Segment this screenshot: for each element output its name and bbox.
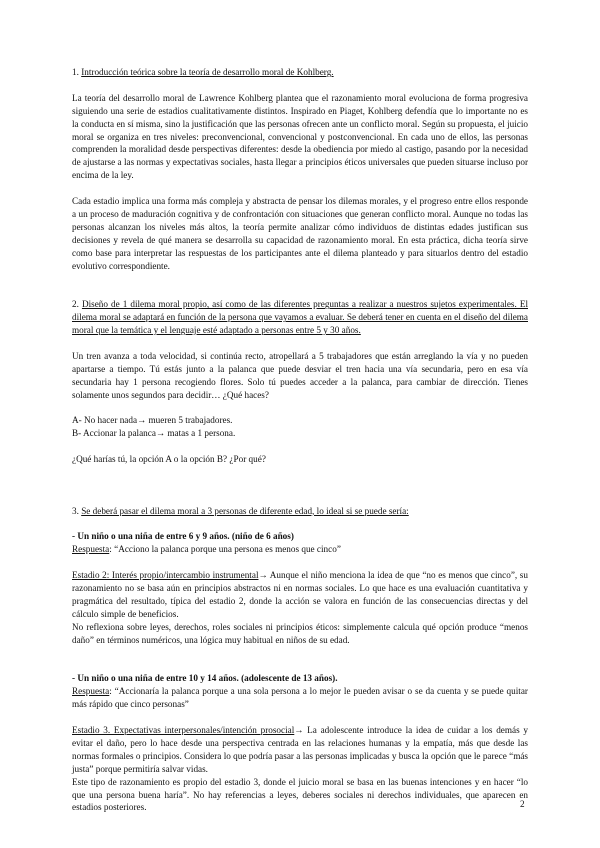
- child-answer: [72, 543, 528, 556]
- option-a: A- No hacer nada→ mueren 5 trabajadores.: [72, 415, 233, 426]
- teen-answer: [72, 685, 528, 711]
- child-subject-title: - Un niño o una niña de entre 6 y 9 años. (niño de 6 años): [72, 531, 294, 542]
- teen-stage-extra: Este tipo de razonamiento es propio del estadio 3, donde el juicio moral se basa en las buenas intenciones y en hacer “lo que una persona buena haría”. No hay referencias a leyes, deberes sociales ni derechos individuales, que aparecen en estadios posteriores.: [72, 776, 528, 813]
- teen-answer-text: : “Accionaría la palanca porque a una sola persona a lo mejor le pueden avisar o se da cuenta y se puede quitar más rápido que cinco personas”: [72, 686, 528, 710]
- child-answer-label: Respuesta: [72, 544, 110, 555]
- section2-heading: [72, 298, 528, 337]
- teen-subject-title: - Un niño o una niña de entre 10 y 14 años. (adolescente de 13 años).: [72, 673, 338, 684]
- page-number: 2: [520, 799, 525, 809]
- section3-heading: [72, 505, 528, 518]
- section1-paragraph-2: Cada estadio implica una forma más compleja y abstracta de pensar los dilemas morales, y el progreso entre ellos responde a un proceso de maduración cognitiva y de confrontación con situaciones que generan conflicto moral. Aunque no todas las personas alcanzan los niveles más altos, la teoría permite analizar cómo individuos de distintas edades justifican sus decisiones y revela de qué manera se desarrolla su capacidad de razonamiento moral. En esta práctica, dicha teoría sirve como base para interpretar las respuestas de los participantes ante el dilema planteado y para situarlos dentro del estadio evolutivo correspondiente.: [72, 196, 528, 271]
- section1-title: Introducción teórica sobre la teoría de desarrollo moral de Kohlberg.: [81, 67, 334, 77]
- section1-heading: [72, 66, 528, 79]
- child-stage-text: → Aunque el niño menciona la idea de que “no es menos que cinco”, su razonamiento no se basa aún en principios abstractos ni en normas sociales. Lo que hace es una evaluación cuantitativa y pragmática del resultado, típica del estadio 2, donde la acción se valora en función de las consecuencias directas y del cálculo simple de beneficios.: [72, 570, 528, 619]
- document-page: [72, 66, 528, 814]
- teen-stage-label: Estadio 3. Expectativas interpersonales/intención prosocial: [72, 725, 295, 736]
- section3-number: 3.: [72, 505, 79, 516]
- section2-title: Diseño de 1 dilema moral propio, así como de las diferentes preguntas a realizar a nuestros sujetos experimentales. El dilema moral se adaptará en función de la persona que vayamos a evaluar. Se deberá tener en cuenta en el diseño del dilema moral que la temática y el lenguaje esté adaptado a personas entre 5 y 30 años.: [72, 299, 528, 336]
- teen-answer-label: Respuesta: [72, 686, 110, 697]
- child-stage-extra: No reflexiona sobre leyes, derechos, roles sociales ni principios éticos: simplemente calcula qué opción produce “menos daño” en términos numéricos, una lógica muy habitual en niños de su edad.: [72, 621, 528, 645]
- child-stage: [72, 569, 528, 621]
- dilemma-text: Un tren avanza a toda velocidad, si continúa recto, atropellará a 5 trabajadores que están arreglando la vía y no pueden apartarse a tiempo. Tú estás junto a la palanca que puede desviar el tren hacia una vía secundaria, pero en esa vía secundaria hay 1 persona recogiendo flores. Solo tú puedes acceder a la palanca, para cambiar de dirección. Tienes solamente unos segundos para decidir… ¿Qué haces?: [72, 350, 528, 400]
- section2-number: 2.: [72, 299, 79, 310]
- teen-stage: [72, 724, 528, 776]
- dilemma-question: ¿Qué harías tú, la opción A o la opción B? ¿Por qué?: [72, 454, 266, 465]
- option-b: B- Accionar la palanca→ matas a 1 persona.: [72, 428, 236, 439]
- section1-number: 1.: [72, 67, 79, 77]
- child-answer-text: : “Acciono la palanca porque una persona es menos que cinco”: [109, 544, 341, 555]
- section3-title: Se deberá pasar el dilema moral a 3 personas de diferente edad, lo ideal si se puede sería:: [81, 505, 409, 516]
- section1-paragraph-1: La teoría del desarrollo moral de Lawrence Kohlberg plantea que el razonamiento moral evoluciona de forma progresiva siguiendo una serie de estadios cualitativamente distintos. Inspirado en Piaget, Kohlberg defendía que lo importante no es la conducta en sí misma, sino la justificación que las personas ofrecen ante un conflicto moral. Según su propuesta, el juicio moral se organiza en tres niveles: preconvencional, convencional y postconvencional. En cada uno de ellos, las personas comprenden la moralidad desde perspectivas diferentes: desde la obediencia por miedo al castigo, pasando por la necesidad de ajustarse a las normas y expectativas sociales, hasta llegar a principios éticos universales que pueden situarse incluso por encima de la ley.: [72, 92, 528, 181]
- teen-stage-text: → La adolescente introduce la idea de cuidar a los demás y evitar el daño, pero lo hace desde una perspectiva centrada en las relaciones humanas y la empatía, más que desde las normas formales o principios. Considera lo que podría pasar a las personas implicadas y busca la opción que le parece “más justa” porque permitiría salvar vidas.: [72, 725, 528, 774]
- child-stage-label: Estadio 2: Interés propio/intercambio instrumental: [72, 570, 259, 581]
